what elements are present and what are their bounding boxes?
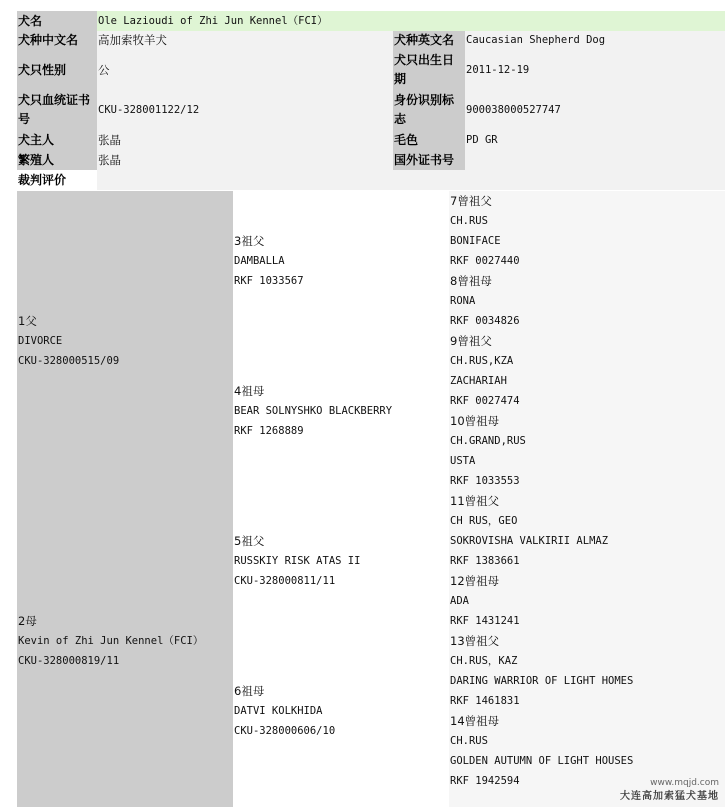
id-mark-value: 900038000527747 — [465, 90, 725, 130]
great-grandparent-title: 11曾祖父 — [450, 494, 500, 508]
grandparents-column — [233, 191, 449, 807]
great-grandparent-title: 12曾祖母 — [450, 574, 500, 588]
great-grandparent-line: RKF 1383661 — [450, 555, 520, 567]
breed-en-value: Caucasian Shepherd Dog — [465, 31, 725, 50]
grandparent-title: 4祖母 — [234, 384, 265, 398]
parent-title: 1父 — [18, 314, 37, 328]
coat-color-value: PD GR — [465, 130, 725, 150]
breed-en-label: 犬种英文名 — [393, 31, 465, 50]
owner-label: 犬主人 — [17, 130, 97, 150]
judge-eval-value — [97, 170, 725, 190]
great-grandparent-title: 9曾祖父 — [450, 334, 492, 348]
great-grandparent-line: RKF 0034826 — [450, 315, 520, 327]
great-grandparent-line: RKF 1942594 — [450, 775, 520, 787]
great-grandparent-13 — [450, 631, 633, 711]
great-grandparent-line: RKF 1431241 — [450, 615, 520, 627]
great-grandparent-8 — [450, 271, 520, 331]
great-grandparent-line: GOLDEN AUTUMN OF LIGHT HOUSES — [450, 755, 634, 767]
grandparent-title: 6祖母 — [234, 684, 265, 698]
id-mark-label: 身份识别标志 — [393, 90, 465, 130]
great-grandparent-line: USTA — [450, 455, 476, 467]
judge-eval-label: 裁判评价 — [17, 170, 97, 190]
grandparent-name: BEAR SOLNYSHKO BLACKBERRY — [234, 405, 393, 417]
great-grandparent-line: CH.RUS — [450, 215, 488, 227]
pedigree-chart — [17, 191, 725, 807]
great-grandparent-line: CH.GRAND,RUS — [450, 435, 526, 447]
great-grandparent-line: DARING WARRIOR OF LIGHT HOMES — [450, 675, 634, 687]
great-grandparent-line: ZACHARIAH — [450, 375, 507, 387]
great-grandparent-11 — [450, 491, 608, 571]
great-grandparent-9 — [450, 331, 520, 411]
great-grandparent-line: CH.RUS,KZA — [450, 355, 514, 367]
watermark-site: www.mqjd.com — [650, 778, 719, 788]
breeder-label: 繁殖人 — [17, 150, 97, 170]
great-grandparent-line: CH.RUS — [450, 735, 488, 747]
foreign-cert-value — [465, 150, 725, 170]
grandparent-reg: RKF 1033567 — [234, 275, 304, 287]
parents-column — [17, 191, 233, 807]
great-grandparent-title: 8曾祖母 — [450, 274, 492, 288]
breed-cn-value: 高加索牧羊犬 — [97, 31, 393, 50]
great-grandparent-7 — [450, 191, 520, 271]
great-grandparent-line: RKF 1033553 — [450, 475, 520, 487]
watermark-brand: 大连高加索猛犬基地 — [620, 791, 719, 802]
grandparent-reg: CKU-328000606/10 — [234, 725, 336, 737]
grandparent-4 — [234, 381, 392, 441]
dog-info-table — [17, 11, 725, 190]
pedigree-cert-label: 犬只血统证书号 — [17, 90, 97, 130]
grandparent-name: RUSSKIY RISK ATAS II — [234, 555, 361, 567]
great-grandparent-title: 14曾祖母 — [450, 714, 500, 728]
foreign-cert-label: 国外证书号 — [393, 150, 465, 170]
parent-reg: CKU-328000819/11 — [18, 655, 120, 667]
sex-label: 犬只性别 — [17, 50, 97, 90]
great-grandparent-line: BONIFACE — [450, 235, 501, 247]
parent-sire — [18, 311, 119, 371]
birth-date-label: 犬只出生日期 — [393, 50, 465, 90]
grandparent-name: DATVI KOLKHIDA — [234, 705, 323, 717]
parent-name: DIVORCE — [18, 335, 63, 347]
great-grandparent-line: RKF 1461831 — [450, 695, 520, 707]
great-grandparent-title: 7曾祖父 — [450, 194, 492, 208]
grandparent-6 — [234, 681, 335, 741]
great-grandparent-line: RKF 0027474 — [450, 395, 520, 407]
parent-reg: CKU-328000515/09 — [18, 355, 120, 367]
birth-date-value: 2011-12-19 — [465, 50, 725, 90]
owner-value: 张晶 — [97, 130, 393, 150]
dog-name-label: 犬名 — [17, 11, 97, 31]
great-grandparent-line: SOKROVISHA VALKIRII ALMAZ — [450, 535, 609, 547]
great-grandparent-14 — [450, 711, 633, 791]
parent-name: Kevin of Zhi Jun Kennel（FCI） — [18, 635, 204, 647]
great-grandparent-12 — [450, 571, 520, 631]
great-grandparent-line: RKF 0027440 — [450, 255, 520, 267]
breed-cn-label: 犬种中文名 — [17, 31, 97, 50]
grandparent-reg: CKU-328000811/11 — [234, 575, 336, 587]
great-grandparent-line: CH.RUS，KAZ — [450, 655, 518, 667]
grandparent-title: 3祖父 — [234, 234, 265, 248]
great-grandparent-line: RONA — [450, 295, 476, 307]
grandparent-name: DAMBALLA — [234, 255, 285, 267]
sex-value: 公 — [97, 50, 393, 90]
great-grandparents-column — [449, 191, 725, 807]
pedigree-cert-value: CKU-328001122/12 — [97, 90, 393, 130]
dog-name-value: Ole Lazioudi of Zhi Jun Kennel（FCI） — [97, 11, 725, 31]
coat-color-label: 毛色 — [393, 130, 465, 150]
great-grandparent-title: 13曾祖父 — [450, 634, 500, 648]
grandparent-3 — [234, 231, 304, 291]
grandparent-reg: RKF 1268889 — [234, 425, 304, 437]
parent-title: 2母 — [18, 614, 37, 628]
breeder-value: 张晶 — [97, 150, 393, 170]
great-grandparent-10 — [450, 411, 526, 491]
great-grandparent-line: ADA — [450, 595, 469, 607]
great-grandparent-line: CH RUS，GEO — [450, 515, 518, 527]
grandparent-5 — [234, 531, 360, 591]
parent-dam — [18, 611, 203, 671]
great-grandparent-title: 10曾祖母 — [450, 414, 500, 428]
grandparent-title: 5祖父 — [234, 534, 265, 548]
site-watermark — [620, 777, 719, 803]
